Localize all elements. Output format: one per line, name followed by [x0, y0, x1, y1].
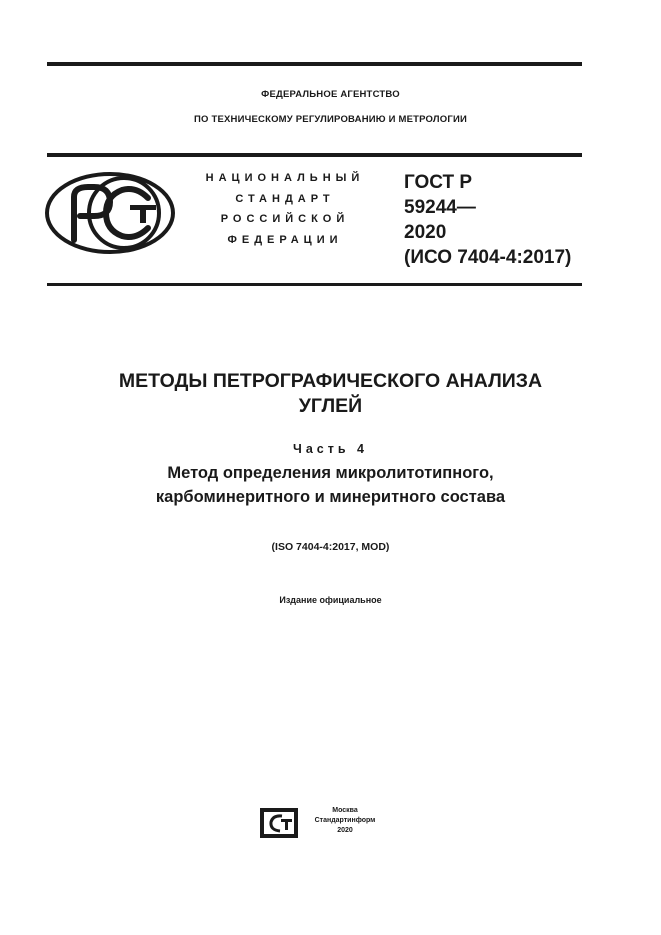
standard-type-line-2: СТАНДАРТ	[235, 193, 335, 205]
publisher-year: 2020	[337, 827, 353, 834]
part-label: Часть 4	[293, 442, 368, 456]
standartinform-logo-icon	[259, 807, 299, 839]
publisher-name: Стандартинформ	[314, 817, 376, 824]
standard-type-line-3: РОССИЙСКОЙ	[220, 213, 350, 225]
gost-designation-line-4: (ИСО 7404-4:2017)	[404, 247, 572, 268]
middle-rule	[47, 153, 582, 157]
edition-note: Издание официальное	[279, 595, 382, 605]
document-title-line-1: МЕТОДЫ ПЕТРОГРАФИЧЕСКОГО АНАЛИЗА	[118, 370, 543, 392]
lower-rule	[47, 283, 582, 286]
standard-type-line-4: ФЕДЕРАЦИИ	[227, 234, 343, 246]
gost-designation-line-1: ГОСТ Р	[404, 172, 473, 193]
part-subtitle-line-2: карбоминеритного и минеритного состава	[155, 488, 506, 506]
rst-certification-logo-icon	[44, 171, 176, 255]
top-rule	[47, 62, 582, 66]
gost-designation-line-2: 59244—	[404, 197, 476, 218]
document-title-line-2: УГЛЕЙ	[298, 395, 363, 417]
part-subtitle-line-1: Метод определения микролитотипного,	[167, 464, 494, 482]
agency-line-2: ПО ТЕХНИЧЕСКОМУ РЕГУЛИРОВАНИЮ И МЕТРОЛОГИИ	[194, 114, 467, 125]
agency-line-1: ФЕДЕРАЛЬНОЕ АГЕНТСТВО	[261, 89, 400, 100]
iso-reference: (ISO 7404-4:2017, MOD)	[271, 541, 390, 553]
publisher-city: Москва	[332, 807, 358, 814]
gost-designation-line-3: 2020	[404, 222, 447, 243]
standard-type-line-1: НАЦИОНАЛЬНЫЙ	[205, 172, 365, 184]
